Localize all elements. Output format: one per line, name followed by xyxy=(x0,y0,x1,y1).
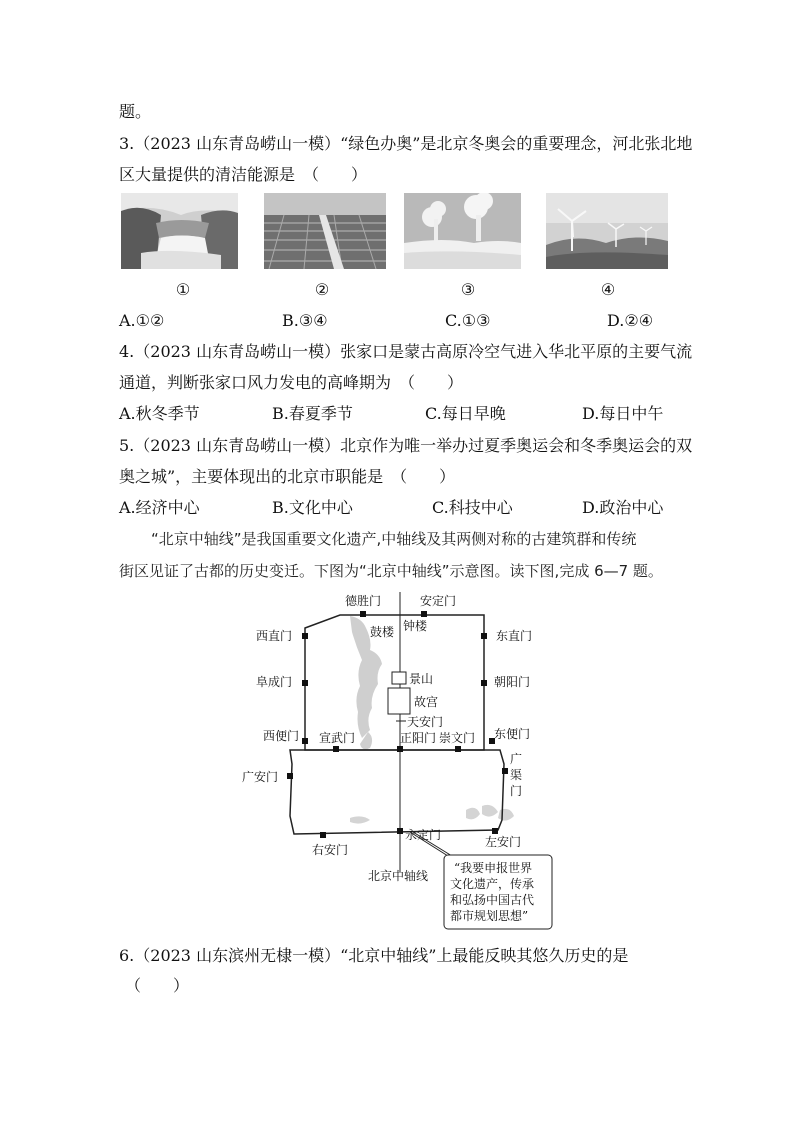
q5-option-c[interactable]: C.科技中心 xyxy=(432,498,513,517)
beijing-axis-map xyxy=(230,588,560,933)
outer-city-wall xyxy=(290,750,504,834)
q5-option-b[interactable]: B.文化中心 xyxy=(272,498,353,517)
zuoanmen-label: 左安门 xyxy=(485,835,522,849)
q4-option-a[interactable]: A.秋冬季节 xyxy=(119,404,200,423)
chongwenmen-label: 崇文门 xyxy=(439,731,476,745)
xuanwumen-label: 宣武门 xyxy=(319,731,356,745)
q6-stem-line2: （ ） xyxy=(125,976,190,995)
photo-label-2: ② xyxy=(314,280,330,299)
q4-option-d[interactable]: D.每日中午 xyxy=(582,404,664,423)
callout-line2: 文化遗产，传承 xyxy=(450,877,535,891)
q5-stem-line1: 5.（2023 山东青岛崂山一模）北京作为唯一举办过夏季奥运会和冬季奥运会的双 xyxy=(119,436,693,455)
gugong-marker xyxy=(388,688,410,714)
q5-stem-line2: 奥之城”，主要体现出的北京市职能是 （ ） xyxy=(119,467,456,486)
photo-label-3: ③ xyxy=(460,280,476,299)
guanganmen-marker xyxy=(287,773,293,779)
xuanwumen-marker xyxy=(333,746,339,752)
guangqumen-label-1: 广 xyxy=(510,752,523,766)
fuchengmen-label: 阜成门 xyxy=(256,675,293,689)
jingshan-label: 景山 xyxy=(409,672,434,686)
xizhimen-label: 西直门 xyxy=(256,629,293,643)
yongdingmen-label: 永定门 xyxy=(405,828,442,842)
geothermal-steam-photo xyxy=(404,193,521,269)
wind-turbines-photo xyxy=(546,193,668,269)
guangqumen-marker xyxy=(502,768,508,774)
q4-stem-line2: 通道，判断张家口风力发电的高峰期为 （ ） xyxy=(119,373,464,392)
pond-east xyxy=(466,805,514,821)
q6-stem-line1: 6.（2023 山东滨州无棣一模）“北京中轴线”上最能反映其悠久历史的是 xyxy=(119,946,629,965)
guangqumen-label-3: 门 xyxy=(510,784,523,798)
photo-label-4: ④ xyxy=(600,280,616,299)
zhonglou-label: 钟楼 xyxy=(403,619,428,633)
andingmen-marker xyxy=(421,611,427,617)
guanganmen-label: 广安门 xyxy=(242,770,279,784)
callout-line1: “我要申报世界 xyxy=(454,861,533,875)
dongbianmen-label: 东便门 xyxy=(494,727,531,741)
q3-stem-line1: 3.（2023 山东青岛崂山一模）“绿色办奥”是北京冬奥会的重要理念，河北张北地 xyxy=(119,134,693,153)
q4-option-b[interactable]: B.春夏季节 xyxy=(272,404,353,423)
chaoyangmen-label: 朝阳门 xyxy=(494,675,531,689)
fuchengmen-marker xyxy=(302,680,308,686)
deshengmen-marker xyxy=(360,611,366,617)
tiananmen-label: 天安门 xyxy=(407,715,444,729)
q3-option-c[interactable]: C.①③ xyxy=(445,311,491,330)
q3-option-d[interactable]: D.②④ xyxy=(607,311,654,330)
yongdingmen-marker xyxy=(397,828,403,834)
andingmen-label: 安定门 xyxy=(420,594,457,608)
text-fragment: 题。 xyxy=(119,102,152,121)
q3-option-a[interactable]: A.①② xyxy=(119,311,165,330)
deshengmen-label: 德胜门 xyxy=(345,594,382,608)
chaoyangmen-marker xyxy=(481,680,487,686)
xizhimen-marker xyxy=(302,633,308,639)
gugong-label: 故宫 xyxy=(414,695,439,709)
guangqumen-label-2: 渠 xyxy=(510,768,523,782)
zhengyangmen-label: 正阳门 xyxy=(400,731,437,745)
intro-line1: “北京中轴线”是我国重要文化遗产,中轴线及其两侧对称的古建筑群和传统 xyxy=(151,530,637,548)
xibianmen-label: 西便门 xyxy=(263,729,300,743)
jingshan-marker xyxy=(392,672,406,684)
axis-label: 北京中轴线 xyxy=(368,869,429,883)
gulou-label: 鼓楼 xyxy=(370,625,395,639)
chongwenmen-marker xyxy=(455,746,461,752)
zuoanmen-marker xyxy=(492,828,498,834)
q3-stem-line2: 区大量提供的清洁能源是 （ ） xyxy=(119,165,368,184)
q4-option-c[interactable]: C.每日早晚 xyxy=(425,404,506,423)
solar-panel-photo xyxy=(264,193,386,269)
pond-west xyxy=(350,816,370,823)
youanmen-label: 右安门 xyxy=(312,843,349,857)
dongzhimen-marker xyxy=(481,633,487,639)
intro-line2: 街区见证了古都的历史变迁。下图为“北京中轴线”示意图。读下图,完成 6—7 题。 xyxy=(119,562,663,580)
q5-option-d[interactable]: D.政治中心 xyxy=(582,498,664,517)
xibianmen-marker xyxy=(302,738,308,744)
youanmen-marker xyxy=(320,832,326,838)
q3-option-b[interactable]: B.③④ xyxy=(282,311,328,330)
dongzhimen-label: 东直门 xyxy=(496,629,533,643)
q4-stem-line1: 4.（2023 山东青岛崂山一模）张家口是蒙古高原冷空气进入华北平原的主要气流 xyxy=(119,342,693,361)
q5-option-a[interactable]: A.经济中心 xyxy=(119,498,200,517)
zhengyangmen-marker xyxy=(397,746,403,752)
callout-line4: 都市规划思想” xyxy=(450,909,529,923)
callout-line3: 和弘扬中国古代 xyxy=(450,893,535,907)
photo-label-1: ① xyxy=(175,280,191,299)
hydropower-dam-photo xyxy=(121,193,238,269)
